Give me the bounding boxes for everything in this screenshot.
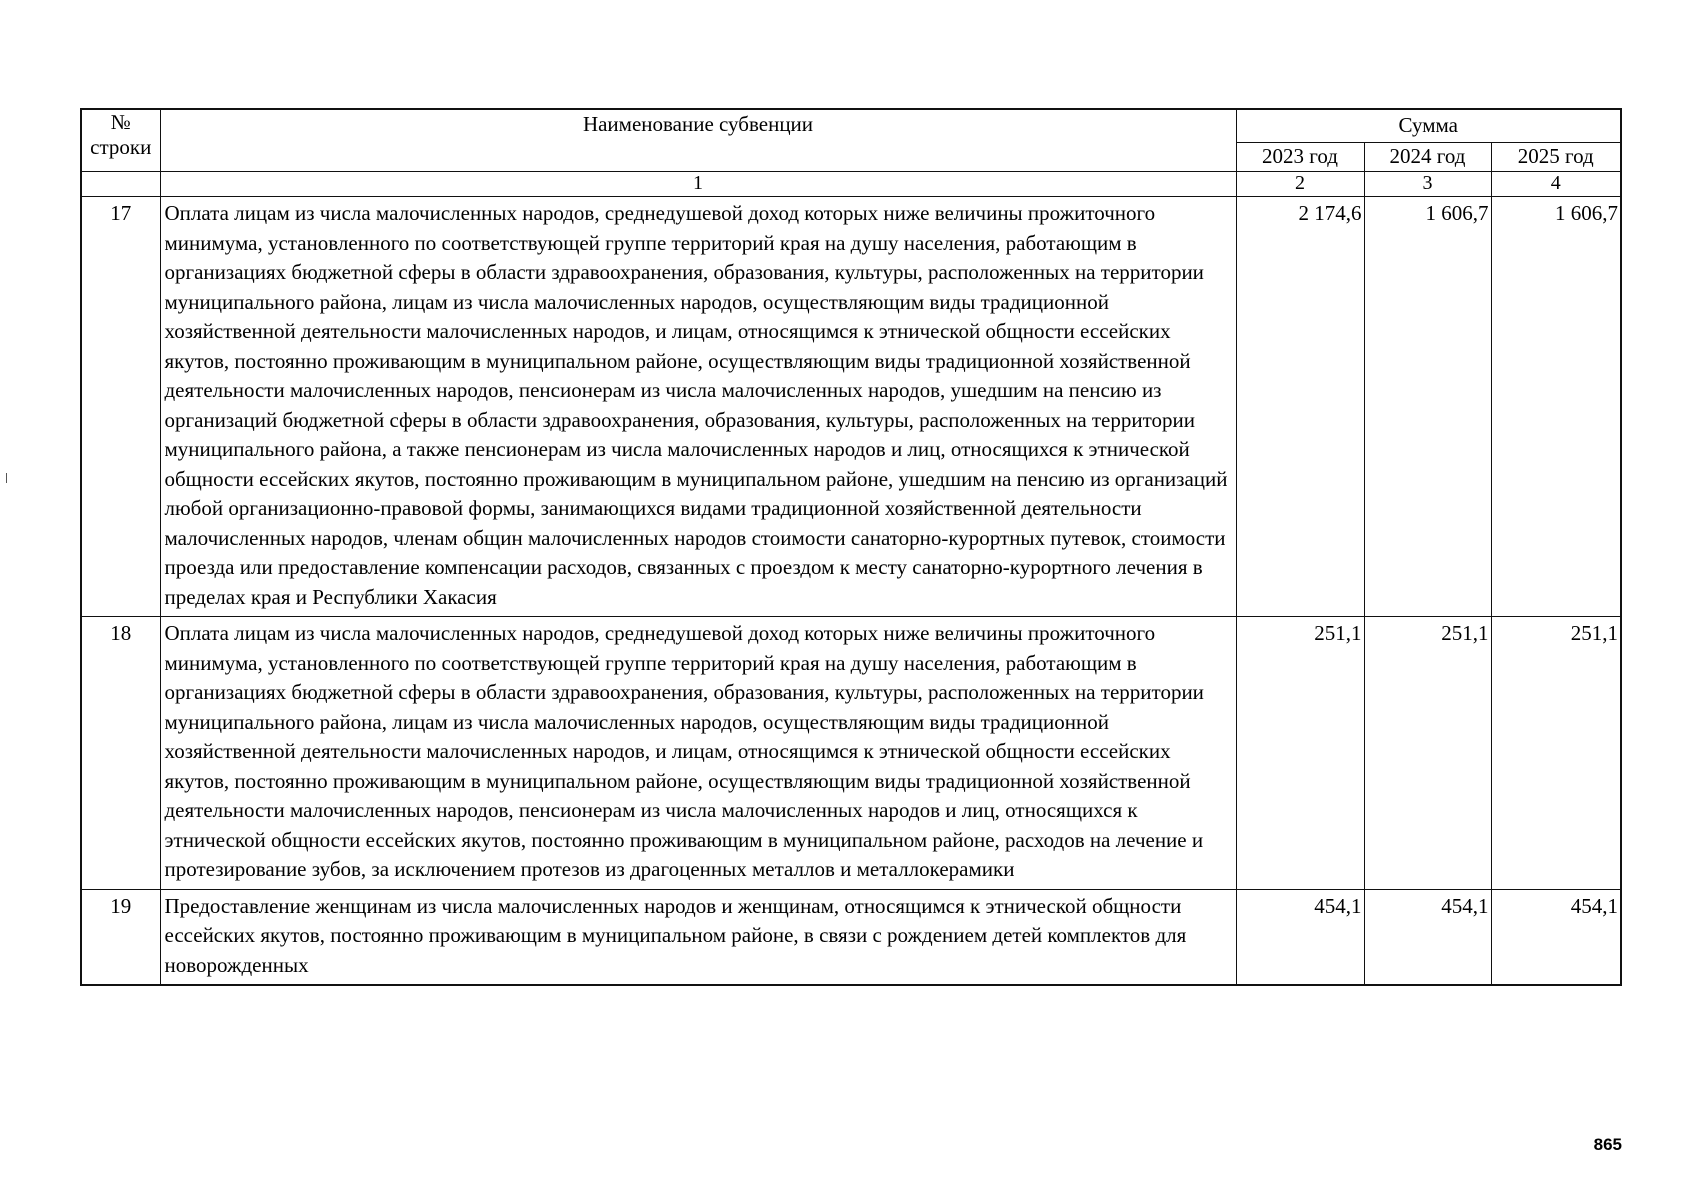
subvention-name: Оплата лицам из числа малочисленных народов, среднедушевой доход которых ниже величины прожиточного минимума, установленного по соответствующей группе территорий края на душу населения, работающим в организациях бюджетной сферы в области здравоохранения, образования, культуры, расположенных на территории муниципального района, лицам из числа малочисленных народов, осуществляющим виды традиционной хозяйственной деятельности малочисленных народов, и лицам, относящимся к этнической общности ессейских якутов, постоянно проживающим в муниципальном районе, осуществляющим виды традиционной хозяйственной деятельности малочисленных народов, пенсионерам из числа малочисленных народов и лиц, относящихся к этнической общности ессейских якутов, постоянно проживающим в муниципальном районе, расходов на лечение и протезирование зубов, за исключением протезов из драгоценных металлов и металлокерамики bbox=[160, 617, 1236, 890]
column-number-2: 2 bbox=[1236, 172, 1364, 197]
row-number: 18 bbox=[81, 617, 160, 890]
column-number-1: 1 bbox=[160, 172, 1236, 197]
header-year-2023: 2023 год bbox=[1236, 143, 1364, 172]
amount-2023: 454,1 bbox=[1236, 889, 1364, 985]
header-year-2024: 2024 год bbox=[1364, 143, 1491, 172]
amount-2023: 2 174,6 bbox=[1236, 197, 1364, 617]
column-number-4: 4 bbox=[1491, 172, 1621, 197]
header-row-number: № строки bbox=[81, 109, 160, 172]
amount-2025: 1 606,7 bbox=[1491, 197, 1621, 617]
amount-2023: 251,1 bbox=[1236, 617, 1364, 890]
amount-2024: 1 606,7 bbox=[1364, 197, 1491, 617]
column-number-blank bbox=[81, 172, 160, 197]
page-number: 865 bbox=[1593, 1135, 1622, 1154]
amount-2025: 454,1 bbox=[1491, 889, 1621, 985]
row-number: 17 bbox=[81, 197, 160, 617]
subvention-name: Предоставление женщинам из числа малочисленных народов и женщинам, относящимся к этнической общности ессейских якутов, постоянно проживающим в муниципальном районе, в связи с рождением детей комплектов для новорожденных bbox=[160, 889, 1236, 985]
margin-tick-mark bbox=[6, 473, 7, 483]
row-number: 19 bbox=[81, 889, 160, 985]
header-subvention-name: Наименование субвенции bbox=[160, 109, 1236, 172]
amount-2025: 251,1 bbox=[1491, 617, 1621, 890]
table-row bbox=[81, 197, 1621, 617]
header-sum: Сумма bbox=[1236, 109, 1621, 143]
header-year-2025: 2025 год bbox=[1491, 143, 1621, 172]
subvention-name: Оплата лицам из числа малочисленных народов, среднедушевой доход которых ниже величины прожиточного минимума, установленного по соответствующей группе территорий края на душу населения, работающим в организациях бюджетной сферы в области здравоохранения, образования, культуры, расположенных на территории муниципального района, лицам из числа малочисленных народов, осуществляющим виды традиционной хозяйственной деятельности малочисленных народов, и лицам, относящимся к этнической общности ессейских якутов, постоянно проживающим в муниципальном районе, осуществляющим виды традиционной хозяйственной деятельности малочисленных народов, пенсионерам из числа малочисленных народов, ушедшим на пенсию из организаций бюджетной сферы в области здравоохранения, образования, культуры, расположенных на территории муниципального района, а также пенсионерам из числа малочисленных народов и лиц, относящихся к этнической общности ессейских якутов, постоянно проживающим в муниципальном районе, ушедшим на пенсию из организаций любой организационно-правовой формы, занимающихся видами традиционной хозяйственной деятельности малочисленных народов, членам общин малочисленных народов стоимости санаторно-курортных путевок, стоимости проезда или предоставление компенсации расходов, связанных с проездом к месту санаторно-курортного лечения в пределах края и Республики Хакасия bbox=[160, 197, 1236, 617]
subvention-table bbox=[80, 108, 1622, 986]
table-row bbox=[81, 889, 1621, 985]
table-row bbox=[81, 617, 1621, 890]
amount-2024: 454,1 bbox=[1364, 889, 1491, 985]
amount-2024: 251,1 bbox=[1364, 617, 1491, 890]
column-number-3: 3 bbox=[1364, 172, 1491, 197]
